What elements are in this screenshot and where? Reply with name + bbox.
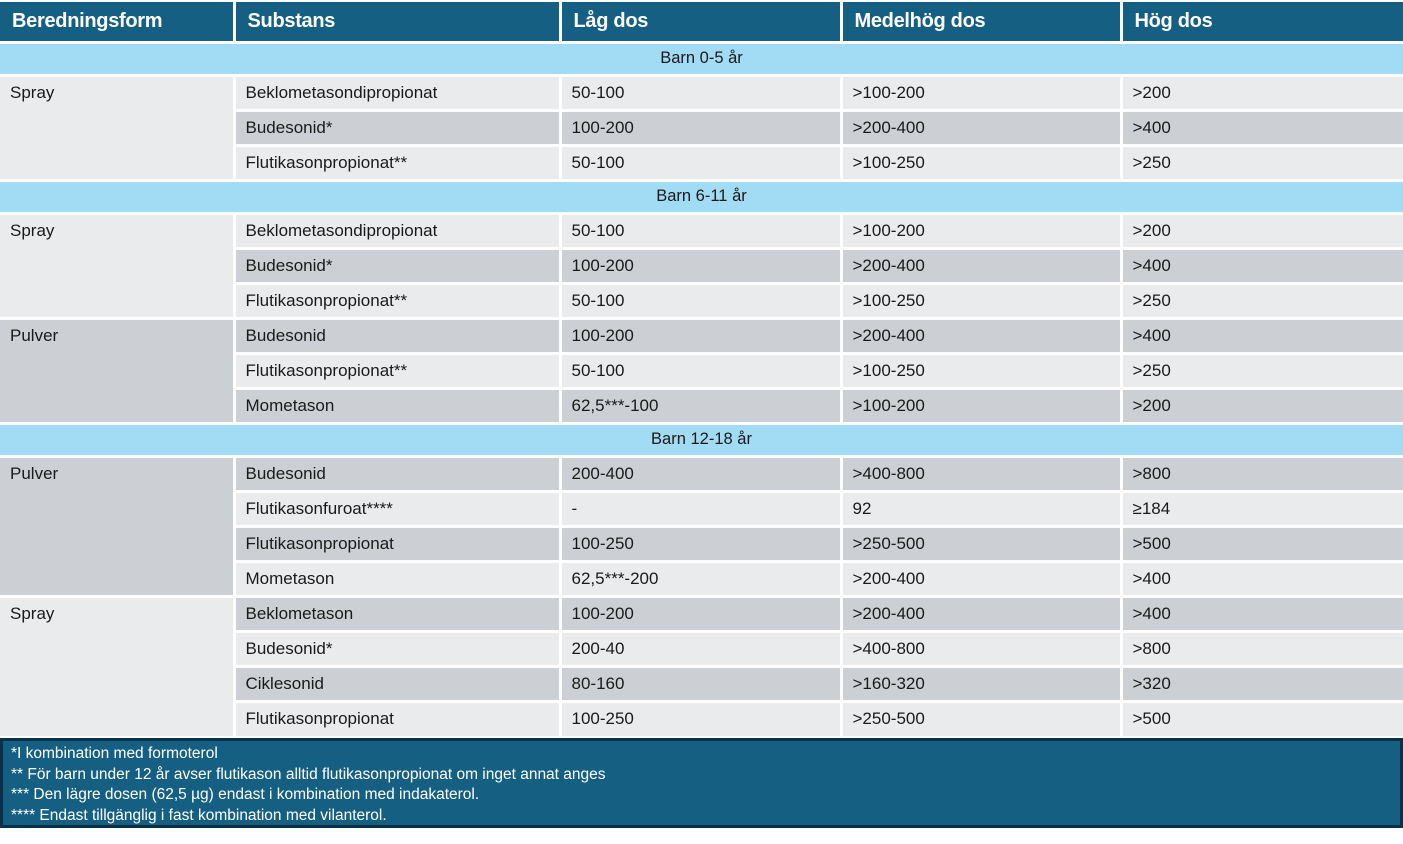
substans-cell: Budesonid [234, 456, 560, 491]
table-row [0, 75, 1403, 110]
lag-dos-cell: 200-40 [560, 631, 841, 666]
lag-dos-cell: 80-160 [560, 666, 841, 701]
hog-dos-cell: >250 [1121, 283, 1403, 318]
substans-cell: Budesonid* [234, 631, 560, 666]
hog-dos-cell: >500 [1121, 526, 1403, 561]
medelhog-dos-cell: >100-200 [841, 388, 1121, 423]
column-header-medelhog-dos: Medelhög dos [841, 2, 1121, 42]
hog-dos-cell: >320 [1121, 666, 1403, 701]
section-row [0, 42, 1403, 75]
medelhog-dos-cell: >100-250 [841, 145, 1121, 180]
substans-cell: Flutikasonpropionat** [234, 283, 560, 318]
lag-dos-cell: 50-100 [560, 283, 841, 318]
lag-dos-cell: 100-200 [560, 318, 841, 353]
substans-cell: Flutikasonpropionat** [234, 145, 560, 180]
lag-dos-cell: 62,5***-100 [560, 388, 841, 423]
hog-dos-cell: >250 [1121, 145, 1403, 180]
medelhog-dos-cell: >200-400 [841, 110, 1121, 145]
form-cell: Spray [0, 75, 234, 180]
hog-dos-cell: >800 [1121, 456, 1403, 491]
table-row [0, 213, 1403, 248]
medelhog-dos-cell: >200-400 [841, 596, 1121, 631]
column-header-substans: Substans [234, 2, 560, 42]
substans-cell: Flutikasonpropionat [234, 526, 560, 561]
hog-dos-cell: >400 [1121, 596, 1403, 631]
lag-dos-cell: 50-100 [560, 213, 841, 248]
dosage-table [0, 2, 1403, 736]
substans-cell: Flutikasonfuroat**** [234, 491, 560, 526]
hog-dos-cell: >400 [1121, 248, 1403, 283]
hog-dos-cell: >500 [1121, 701, 1403, 736]
section-band: Barn 6-11 år [0, 180, 1403, 213]
form-cell: Pulver [0, 456, 234, 596]
hog-dos-cell: >400 [1121, 110, 1403, 145]
lag-dos-cell: 62,5***-200 [560, 561, 841, 596]
medelhog-dos-cell: >400-800 [841, 456, 1121, 491]
substans-cell: Mometason [234, 561, 560, 596]
lag-dos-cell: - [560, 491, 841, 526]
substans-cell: Beklometasondipropionat [234, 75, 560, 110]
hog-dos-cell: ≥184 [1121, 491, 1403, 526]
header-row [0, 2, 1403, 42]
table-header [0, 2, 1403, 42]
column-header-beredningsform: Beredningsform [0, 2, 234, 42]
lag-dos-cell: 100-200 [560, 248, 841, 283]
lag-dos-cell: 50-100 [560, 75, 841, 110]
footnote-3: *** Den lägre dosen (62,5 µg) endast i kombination med indakaterol. [11, 786, 480, 803]
medelhog-dos-cell: >250-500 [841, 526, 1121, 561]
hog-dos-cell: >200 [1121, 75, 1403, 110]
footnotes-panel [0, 738, 1403, 828]
substans-cell: Budesonid* [234, 248, 560, 283]
section-band: Barn 0-5 år [0, 42, 1403, 75]
substans-cell: Beklometasondipropionat [234, 213, 560, 248]
substans-cell: Mometason [234, 388, 560, 423]
medelhog-dos-cell: >100-250 [841, 283, 1121, 318]
lag-dos-cell: 200-400 [560, 456, 841, 491]
lag-dos-cell: 100-200 [560, 110, 841, 145]
medelhog-dos-cell: >400-800 [841, 631, 1121, 666]
substans-cell: Flutikasonpropionat [234, 701, 560, 736]
medelhog-dos-cell: >200-400 [841, 561, 1121, 596]
hog-dos-cell: >200 [1121, 213, 1403, 248]
column-header-hog-dos: Hög dos [1121, 2, 1403, 42]
form-cell: Spray [0, 213, 234, 318]
hog-dos-cell: >250 [1121, 353, 1403, 388]
table-row [0, 596, 1403, 631]
medelhog-dos-cell: 92 [841, 491, 1121, 526]
footnote-1: *I kombination med formoterol [11, 745, 218, 762]
hog-dos-cell: >400 [1121, 318, 1403, 353]
form-cell: Pulver [0, 318, 234, 423]
form-cell: Spray [0, 596, 234, 736]
hog-dos-cell: >400 [1121, 561, 1403, 596]
lag-dos-cell: 100-250 [560, 526, 841, 561]
lag-dos-cell: 50-100 [560, 145, 841, 180]
medelhog-dos-cell: >100-200 [841, 213, 1121, 248]
section-row [0, 180, 1403, 213]
medelhog-dos-cell: >200-400 [841, 248, 1121, 283]
medelhog-dos-cell: >200-400 [841, 318, 1121, 353]
table-body [0, 42, 1403, 736]
footnote-4: **** Endast tillgänglig i fast kombination med vilanterol. [11, 806, 387, 824]
medelhog-dos-cell: >100-250 [841, 353, 1121, 388]
lag-dos-cell: 100-200 [560, 596, 841, 631]
section-band: Barn 12-18 år [0, 423, 1403, 456]
substans-cell: Beklometason [234, 596, 560, 631]
section-row [0, 423, 1403, 456]
lag-dos-cell: 100-250 [560, 701, 841, 736]
table-row [0, 318, 1403, 353]
hog-dos-cell: >800 [1121, 631, 1403, 666]
medelhog-dos-cell: >160-320 [841, 666, 1121, 701]
medelhog-dos-cell: >100-200 [841, 75, 1121, 110]
substans-cell: Budesonid* [234, 110, 560, 145]
medelhog-dos-cell: >250-500 [841, 701, 1121, 736]
hog-dos-cell: >200 [1121, 388, 1403, 423]
substans-cell: Ciklesonid [234, 666, 560, 701]
column-header-lag-dos: Låg dos [560, 2, 841, 42]
substans-cell: Budesonid [234, 318, 560, 353]
table-row [0, 456, 1403, 491]
lag-dos-cell: 50-100 [560, 353, 841, 388]
substans-cell: Flutikasonpropionat** [234, 353, 560, 388]
footnote-2: ** För barn under 12 år avser flutikason alltid flutikasonpropionat om inget annat anges [11, 765, 606, 783]
